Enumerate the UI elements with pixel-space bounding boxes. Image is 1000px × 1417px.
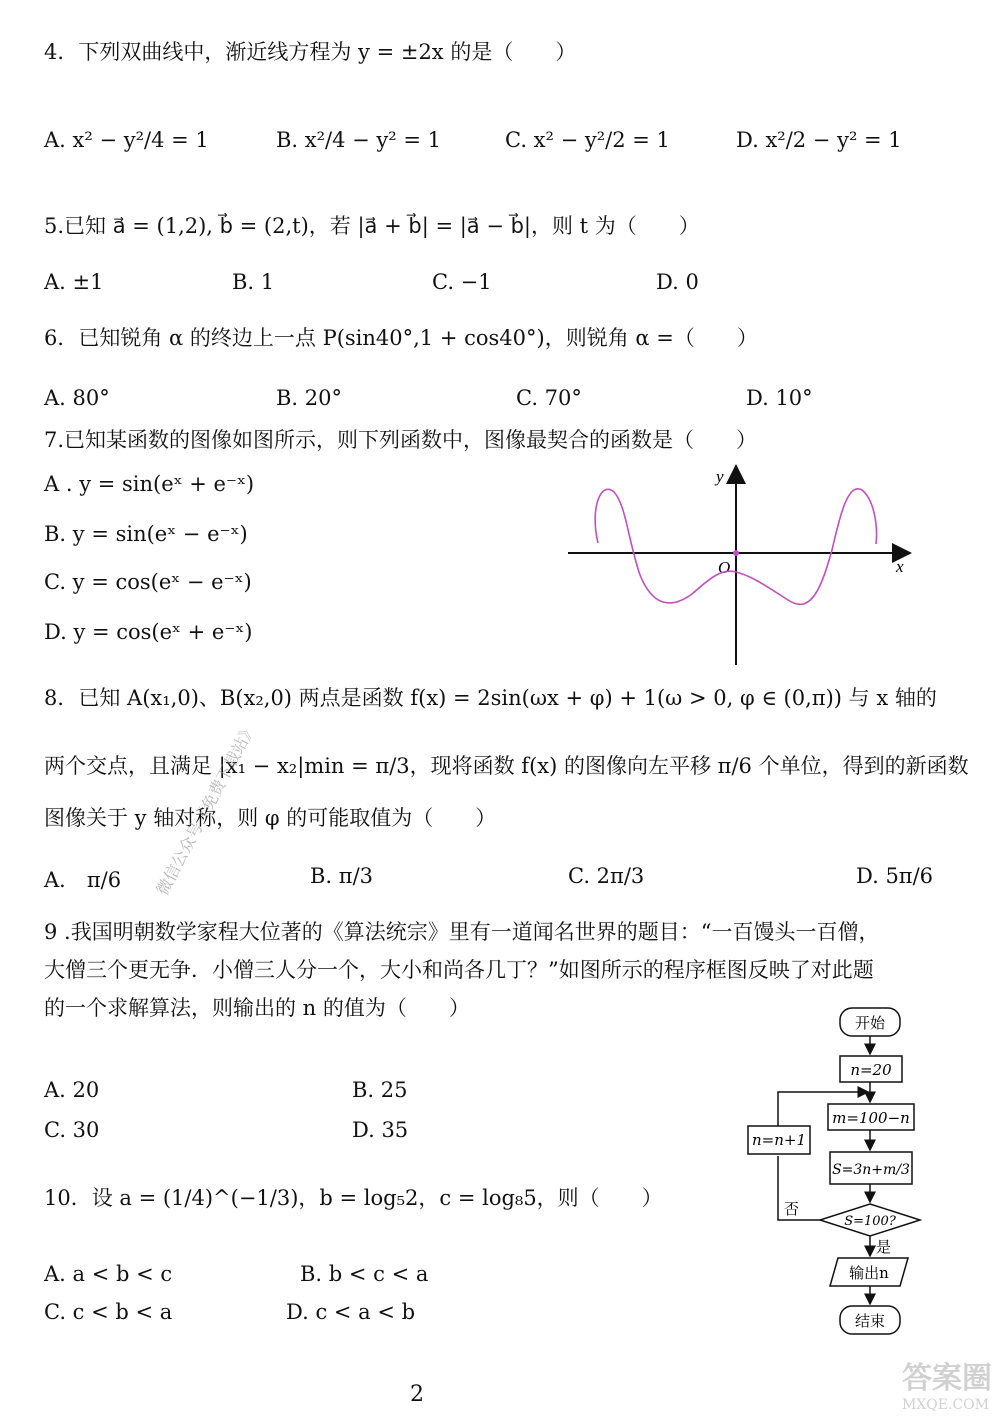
flow-no-label: 否: [784, 1200, 800, 1218]
q8-option-b: B. π/3: [310, 864, 374, 888]
origin-point: [733, 550, 739, 556]
q9-flowchart: [740, 1000, 980, 1348]
q6-stem: 6．已知锐角 α 的终边上一点 P(sin40°,1 + cos40°)，则锐角 α =（ ）: [44, 326, 758, 350]
q10-option-c: C. c < b < a: [44, 1300, 173, 1324]
q8-line-2: 两个交点，且满足 |x₁ − x₂|min = π/3，现将函数 f(x) 的图像向左平移 π/6 个单位，得到的新函数: [44, 754, 969, 778]
flow-inc-label: n=n+1: [751, 1131, 807, 1149]
logo-sub-text: MXQE.COM: [902, 1397, 989, 1413]
flow-end-label: 结束: [854, 1312, 886, 1330]
q10-option-d: D. c < a < b: [286, 1300, 416, 1324]
q7-option-a: A . y = sin(eˣ + e⁻ˣ): [44, 472, 255, 496]
q7-stem: 7.已知某函数的图像如图所示，则下列函数中，图像最契合的函数是（ ）: [44, 428, 758, 452]
q8-option-d: D. 5π/6: [856, 864, 934, 888]
q6-option-a: A. 80°: [44, 386, 110, 410]
q5-option-c: C. −1: [432, 270, 492, 294]
q9-line-2: 大僧三个更无争．小僧三人分一个，大小和尚各几丁？”如图所示的程序框图反映了对此题: [44, 958, 874, 982]
x-axis-label: x: [896, 557, 904, 576]
q5-option-a: A. ±1: [44, 270, 104, 294]
q5-option-b: B. 1: [232, 270, 275, 294]
q9-option-d: D. 35: [352, 1118, 409, 1142]
q7-function-graph: [560, 460, 920, 670]
q4-option-a: A. x² − y²/4 = 1: [44, 128, 209, 152]
q6-option-d: D. 10°: [746, 386, 813, 410]
q7-option-d: D. y = cos(eˣ + e⁻ˣ): [44, 620, 253, 644]
logo-main-text: 答案圈: [902, 1361, 992, 1396]
q8-line-1: 8．已知 A(x₁,0)、B(x₂,0) 两点是函数 f(x) = 2sin(ωx + φ) + 1(ω > 0, φ ∈ (0,π)) 与 x 轴的: [44, 686, 937, 710]
origin-label: O: [718, 558, 731, 577]
q6-option-c: C. 70°: [516, 386, 582, 410]
q4-option-b: B. x²/4 − y² = 1: [276, 128, 442, 152]
site-logo: [902, 1353, 992, 1413]
q7-option-c: C. y = cos(eˣ − e⁻ˣ): [44, 570, 252, 594]
flow-m-label: m=100−n: [832, 1109, 910, 1127]
q5-option-d: D. 0: [656, 270, 699, 294]
y-axis-label: y: [716, 467, 724, 486]
q4-option-c: C. x² − y²/2 = 1: [505, 128, 670, 152]
flow-start-label: 开始: [854, 1014, 886, 1032]
q4-stem: 4．下列双曲线中，渐近线方程为 y = ±2x 的是（ ）: [44, 40, 577, 64]
page-number: 2: [410, 1382, 424, 1407]
q9-option-a: A. 20: [44, 1078, 100, 1102]
flow-output-label: 输出n: [849, 1264, 889, 1282]
q5-stem: 5.已知 a⃗ = (1,2), b⃗ = (2,t)，若 |a⃗ + b⃗| = |a⃗ − b⃗|，则 t 为（ ）: [44, 214, 700, 238]
q10-stem: 10．设 a = (1/4)^(−1/3)，b = log₅2，c = log₈5，则（ ）: [44, 1186, 663, 1210]
q9-line-3: 的一个求解算法，则输出的 n 的值为（ ）: [44, 996, 470, 1020]
flow-init-label: n=20: [850, 1061, 892, 1079]
watermark-text: 微信公众号《免费下载站》: [152, 719, 260, 899]
q8-option-a: A． π/6: [44, 868, 122, 892]
q10-option-a: A. a < b < c: [44, 1262, 173, 1286]
q9-line-1: 9 .我国明朝数学家程大位著的《算法统宗》里有一道闻名世界的题目：“一百馒头一百僧，: [44, 920, 880, 944]
q9-option-c: C. 30: [44, 1118, 100, 1142]
q4-option-d: D. x²/2 − y² = 1: [736, 128, 902, 152]
q8-option-c: C. 2π/3: [568, 864, 645, 888]
q9-option-b: B. 25: [352, 1078, 408, 1102]
q8-line-3: 图像关于 y 轴对称，则 φ 的可能取值为（ ）: [44, 806, 497, 830]
q7-option-b: B. y = sin(eˣ − e⁻ˣ): [44, 522, 248, 546]
flow-condition-label: S=100?: [844, 1214, 896, 1229]
flow-s-label: S=3n+m/3: [832, 1162, 910, 1178]
q10-option-b: B. b < c < a: [300, 1262, 429, 1286]
q6-option-b: B. 20°: [276, 386, 343, 410]
flow-yes-label: 是: [876, 1238, 892, 1256]
